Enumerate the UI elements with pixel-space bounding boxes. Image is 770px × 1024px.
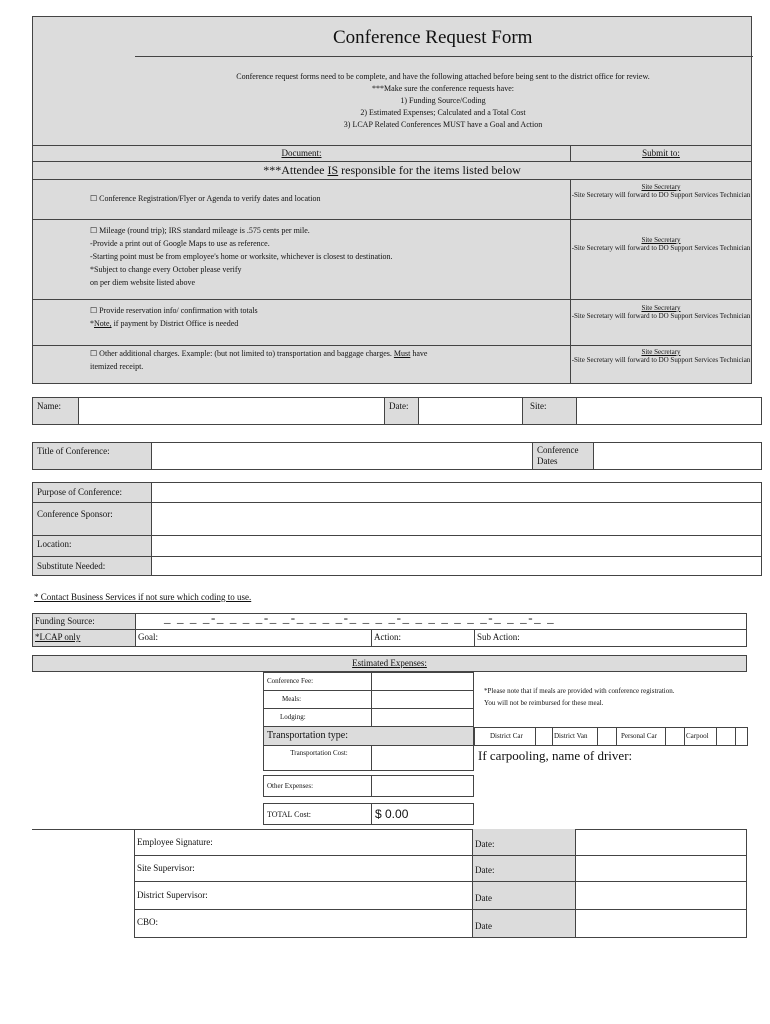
district-van-checkbox[interactable] xyxy=(597,727,617,746)
action-label: Action: xyxy=(374,632,401,642)
employee-sig-input[interactable] xyxy=(135,829,471,855)
expense-row xyxy=(263,691,474,709)
requirement-2: 2) Estimated Expenses; Calculated and a Total Cost xyxy=(360,108,526,117)
employee-sig-label: Employee Signature: xyxy=(137,837,213,847)
intro-text: Conference request forms need to be complete, and have the following attached before being sent to the district office for review. xyxy=(236,72,650,81)
date-input[interactable] xyxy=(418,398,523,424)
expense-row xyxy=(263,746,474,771)
doc-note xyxy=(90,319,238,328)
attendee-prefix: ***Attendee xyxy=(263,163,328,177)
substitute-label: Substitute Needed: xyxy=(37,561,106,571)
meal-note-1: *Please note that if meals are provided with conference registration. xyxy=(484,687,675,695)
meals-label: Meals: xyxy=(282,695,302,703)
total-value: $ 0.00 xyxy=(375,807,409,821)
submit-cell xyxy=(571,304,751,320)
sponsor-label: Conference Sponsor: xyxy=(37,509,113,519)
cbo-input[interactable] xyxy=(135,910,471,937)
document-header-row xyxy=(33,146,751,162)
opt-personal-car-label: Personal Car xyxy=(621,732,657,740)
date-input-4[interactable] xyxy=(576,910,745,937)
lodging-input[interactable] xyxy=(371,709,473,726)
submit-cell xyxy=(571,183,751,199)
lcap-label: *LCAP only xyxy=(35,632,81,642)
expense-row xyxy=(263,672,474,691)
purpose-block xyxy=(32,482,762,576)
location-input[interactable] xyxy=(151,536,761,556)
document-row xyxy=(33,300,751,346)
document-row xyxy=(33,220,751,300)
transport-type-label: Transportation type: xyxy=(267,730,349,741)
date-label-3: Date xyxy=(475,893,492,903)
attendee-note xyxy=(33,163,751,178)
site-label: Site: xyxy=(530,401,547,411)
location-label: Location: xyxy=(37,539,72,549)
submit-note: -Site Secretary will forward to DO Support Services Technician xyxy=(571,356,751,364)
col-submit: Submit to: xyxy=(642,148,680,158)
district-car-checkbox[interactable] xyxy=(535,727,553,746)
page-title: Conference Request Form xyxy=(333,27,533,48)
conf-fee-input[interactable] xyxy=(371,673,473,690)
funding-row xyxy=(32,610,747,630)
total-label: TOTAL Cost: xyxy=(267,810,312,819)
submit-note: -Site Secretary will forward to DO Support Services Technician xyxy=(571,312,751,320)
title-label: Title of Conference: xyxy=(37,446,110,456)
submit-cell xyxy=(571,348,751,364)
document-row xyxy=(33,180,751,220)
other-a: ☐ Other additional charges. Example: (but not limited to) transportation and baggage charges. xyxy=(90,349,394,358)
doc-line[interactable]: ☐ Mileage (round trip); IRS standard mileage is .575 cents per mile. xyxy=(90,226,310,235)
document-table xyxy=(32,146,752,384)
date-label-4: Date xyxy=(475,921,492,931)
transport-type-row xyxy=(263,727,474,746)
submit-title: Site Secretary xyxy=(641,236,681,244)
site-input[interactable] xyxy=(576,398,761,424)
other-b: have xyxy=(410,349,428,358)
name-label: Name: xyxy=(37,401,61,411)
submit-note: -Site Secretary will forward to DO Support Services Technician xyxy=(571,191,751,199)
form-header xyxy=(32,16,752,146)
attendee-is: IS xyxy=(327,163,339,177)
goal-cell[interactable] xyxy=(135,630,371,646)
attendee-row xyxy=(33,162,751,180)
sub-action-label: Sub Action: xyxy=(477,632,520,642)
lcap-row xyxy=(32,630,747,647)
expense-row xyxy=(263,775,474,797)
transport-options xyxy=(474,727,748,746)
submit-title: Site Secretary xyxy=(641,183,681,191)
doc-line[interactable]: ☐ Provide reservation info/ confirmation with totals xyxy=(90,306,258,315)
signature-table xyxy=(134,829,747,939)
sub-action-cell[interactable] xyxy=(474,630,746,646)
goal-label: Goal: xyxy=(138,632,158,642)
funding-label: Funding Source: xyxy=(35,616,95,626)
meals-input[interactable] xyxy=(371,691,473,708)
lcap-label-cell xyxy=(33,630,135,646)
conf-dates-input[interactable] xyxy=(593,443,761,469)
sponsor-input[interactable] xyxy=(151,503,761,535)
attendee-suffix: responsible for the items listed below xyxy=(338,163,521,177)
district-sup-input[interactable] xyxy=(135,882,471,909)
opt-district-car-label: District Car xyxy=(490,732,523,740)
requirement-1: 1) Funding Source/Coding xyxy=(400,96,486,105)
doc-line: itemized receipt. xyxy=(90,362,144,371)
date-input-2[interactable] xyxy=(576,856,745,881)
substitute-input[interactable] xyxy=(151,557,761,575)
expenses-header: Estimated Expenses: xyxy=(32,655,747,672)
total-row xyxy=(263,803,474,825)
submit-title: Site Secretary xyxy=(641,348,681,356)
expense-row xyxy=(263,709,474,727)
doc-line: *Subject to change every October please verify xyxy=(90,265,242,274)
personal-car-checkbox[interactable] xyxy=(665,727,685,746)
funding-pattern: _ _ _ _-_ _ _ _-_ _-_ _ _ _-_ _ _ _-_ _ _ _ _ _ _-_ _ _-_ _ xyxy=(164,610,556,625)
transport-cost-label: Transportation Cost: xyxy=(290,749,348,757)
title-rule xyxy=(135,56,753,57)
other-expenses-label: Other Expenses: xyxy=(267,782,314,790)
doc-line: on per diem website listed above xyxy=(90,278,196,287)
doc-line: -Provide a print out of Google Maps to use as reference. xyxy=(90,239,270,248)
conf-fee-label: Conference Fee: xyxy=(267,677,314,685)
other-expenses-input[interactable] xyxy=(371,776,473,796)
doc-line: -Starting point must be from employee's home or worksite, whichever is closest to destination. xyxy=(90,252,393,261)
carpool-checkbox[interactable] xyxy=(716,727,736,746)
title-row xyxy=(32,442,762,470)
conf-dates-label: Conference Dates xyxy=(537,445,579,466)
total-value-cell[interactable] xyxy=(371,804,473,824)
name-row xyxy=(32,397,762,425)
document-row xyxy=(33,346,751,384)
name-input[interactable] xyxy=(78,398,385,424)
action-cell[interactable] xyxy=(371,630,474,646)
date-label-2: Date: xyxy=(475,865,495,875)
title-input[interactable] xyxy=(151,443,533,469)
funding-input[interactable] xyxy=(135,610,746,629)
doc-line[interactable] xyxy=(90,349,568,358)
other-must: Must xyxy=(393,349,411,358)
cbo-label: CBO: xyxy=(137,917,159,927)
carpool-driver-label: If carpooling, name of driver: xyxy=(478,748,633,763)
lodging-label: Lodging: xyxy=(280,713,306,721)
district-sup-label: District Supervisor: xyxy=(137,890,208,900)
coding-contact-note: * Contact Business Services if not sure which coding to use. xyxy=(34,592,252,602)
opt-carpool-label: Carpool xyxy=(686,732,709,740)
meal-note xyxy=(484,685,749,709)
note-rest: if payment by District Office is needed xyxy=(111,319,239,328)
site-sup-input[interactable] xyxy=(135,856,471,881)
note-prefix: * xyxy=(90,319,94,328)
opt-district-van-label: District Van xyxy=(554,732,588,740)
requirement-3: 3) LCAP Related Conferences MUST have a Goal and Action xyxy=(343,120,543,129)
date-input-1[interactable] xyxy=(576,829,745,855)
site-sup-label: Site Supervisor: xyxy=(137,863,195,873)
submit-cell xyxy=(571,236,751,252)
doc-line[interactable]: ☐ Conference Registration/Flyer or Agenda to verify dates and location xyxy=(90,194,321,203)
date-input-3[interactable] xyxy=(576,882,745,909)
purpose-input[interactable] xyxy=(151,483,761,502)
col-document: Document: xyxy=(281,148,322,158)
submit-title: Site Secretary xyxy=(641,304,681,312)
make-sure-text: ***Make sure the conference requests have: xyxy=(372,84,514,93)
expenses-table xyxy=(263,672,474,827)
purpose-label: Purpose of Conference: xyxy=(37,487,122,497)
submit-note: -Site Secretary will forward to DO Support Services Technician xyxy=(571,244,751,252)
note-underlined: Note, xyxy=(94,319,112,328)
date-label: Date: xyxy=(389,401,409,411)
transport-cost-input[interactable] xyxy=(371,746,473,770)
meal-note-2: You will not be reimbursed for these meal. xyxy=(484,699,604,707)
date-label-1: Date: xyxy=(475,839,495,849)
